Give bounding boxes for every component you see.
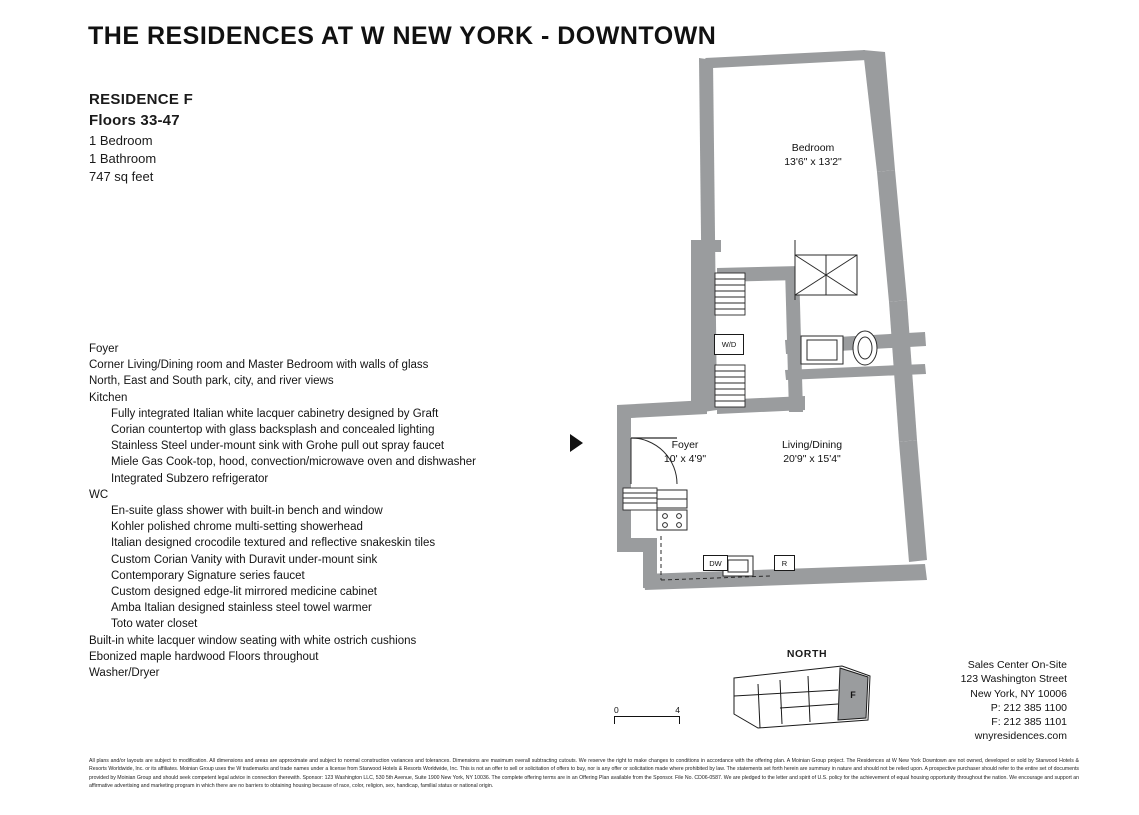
sales-center-city: New York, NY 10006 xyxy=(970,687,1067,700)
feature-item: Built-in white lacquer window seating with white ostrich cushions xyxy=(89,634,417,647)
appliance-tag-refrigerator: R xyxy=(774,555,795,571)
feature-item: Corner Living/Dining room and Master Bedroom with walls of glass xyxy=(89,359,429,372)
sales-center-address: 123 Washington Street xyxy=(960,673,1067,686)
residence-bathrooms: 1 Bathroom xyxy=(89,151,157,167)
feature-item: Ebonized maple hardwood Floors throughout xyxy=(89,650,319,663)
residence-info xyxy=(89,90,193,186)
feature-sub-item: Kohler polished chrome multi-setting showerhead xyxy=(111,521,363,534)
scale-bar-line xyxy=(614,716,680,724)
appliance-tag-washer-dryer: W/D xyxy=(714,334,744,355)
feature-sub-item: Toto water closet xyxy=(111,618,198,631)
feature-sub-item: Contemporary Signature series faucet xyxy=(111,569,305,582)
sales-center-website[interactable]: wnyresidences.com xyxy=(974,730,1067,743)
floorplan-drawing xyxy=(595,40,995,600)
feature-sub-item: Italian designed crocodile textured and reflective snakeskin tiles xyxy=(111,537,436,550)
sales-center-phone: P: 212 385 1100 xyxy=(990,701,1067,714)
feature-item: Washer/Dryer xyxy=(89,667,160,680)
features-list xyxy=(89,341,569,681)
room-label-living-dining: Living/Dining 20'9" x 15'4" xyxy=(781,439,843,466)
north-label: NORTH xyxy=(786,648,828,660)
feature-sub-item: Miele Gas Cook-top, hood, convection/microwave oven and dishwasher xyxy=(111,456,476,469)
feature-sub-item: Integrated Subzero refrigerator xyxy=(111,472,269,485)
feature-sub-item: Stainless Steel under-mount sink with Grohe pull out spray faucet xyxy=(111,440,445,453)
feature-item: Foyer xyxy=(89,343,119,355)
feature-item: North, East and South park, city, and river views xyxy=(89,375,334,388)
residence-floors: Floors 33-47 xyxy=(89,111,180,129)
sales-center-title: Sales Center On-Site xyxy=(967,659,1067,671)
sales-center-fax: F: 212 385 1101 xyxy=(991,716,1067,729)
legal-disclaimer: All plans and/or layouts are subject to modification. All dimensions and areas are approximate and subject to normal construction variances and tolerances. Dimensions are maximum overall subtracting cutouts. We reserve the right to make changes to conditions in accordance with the offering plan. A Moinian Group project. The Residences at W New York Downtown are not owned, developed or sold by Starwood Hotels & Resorts Worldwide, Inc. or its affiliates. Moinian Group uses the W trademarks and trade names under a license from Starwood Hotels & Resorts Worldwide, Inc. This is not an offer to sell or solicitation of offers to buy, nor is any offer or solicitation made where prohibited by law. The statements set forth herein are summary in nature and should not be relied upon. A prospective purchaser should refer to the entire set of documents provided by Moinian Group and should seek competent legal advice in connection therewith. Sponsor: 123 Washington LLC, 530 5th Avenue, Suite 1900 New York, NY 10036. The complete offering terms are in an Offering Plan available from the Sponsor. File No. CD06-0587. We are pledged to the letter and spirit of U.S. policy for the achievement of equal housing opportunity throughout the nation. We encourage and support an affirmative advertising and marketing program in which there are no barriers to obtaining housing because of race, color, religion, sex, handicap, familial status or national origin. xyxy=(89,758,1079,790)
feature-sub-item: Amba Italian designed stainless steel towel warmer xyxy=(111,602,372,615)
room-label-bedroom: Bedroom 13'6" x 13'2" xyxy=(784,142,842,169)
feature-sub-item: Custom Corian Vanity with Duravit under-mount sink xyxy=(111,553,378,566)
feature-sub-item: En-suite glass shower with built-in bench and window xyxy=(111,505,383,518)
scale-end: 4 xyxy=(675,705,680,715)
scale-start: 0 xyxy=(614,705,619,715)
key-plan-diagram xyxy=(722,662,882,734)
sales-center-info xyxy=(961,658,1067,744)
key-plan-unit-letter: F xyxy=(850,690,856,700)
feature-sub-item: Custom designed edge-lit mirrored medicine cabinet xyxy=(111,586,377,599)
feature-sub-item: Fully integrated Italian white lacquer cabinetry designed by Graft xyxy=(111,407,439,420)
feature-item: WC xyxy=(89,488,109,501)
scale-bar xyxy=(614,705,680,724)
residence-area: 747 sq feet xyxy=(89,169,154,185)
page-title: THE RESIDENCES AT W NEW YORK - DOWNTOWN xyxy=(88,22,717,50)
feature-sub-item: Corian countertop with glass backsplash and concealed lighting xyxy=(111,424,435,437)
room-label-foyer: Foyer 10' x 4'9" xyxy=(663,439,707,466)
residence-name: RESIDENCE F xyxy=(89,91,194,108)
entry-arrow-icon xyxy=(570,434,583,452)
residence-bedrooms: 1 Bedroom xyxy=(89,132,153,148)
appliance-tag-dishwasher: DW xyxy=(703,555,728,571)
feature-item: Kitchen xyxy=(89,391,128,404)
